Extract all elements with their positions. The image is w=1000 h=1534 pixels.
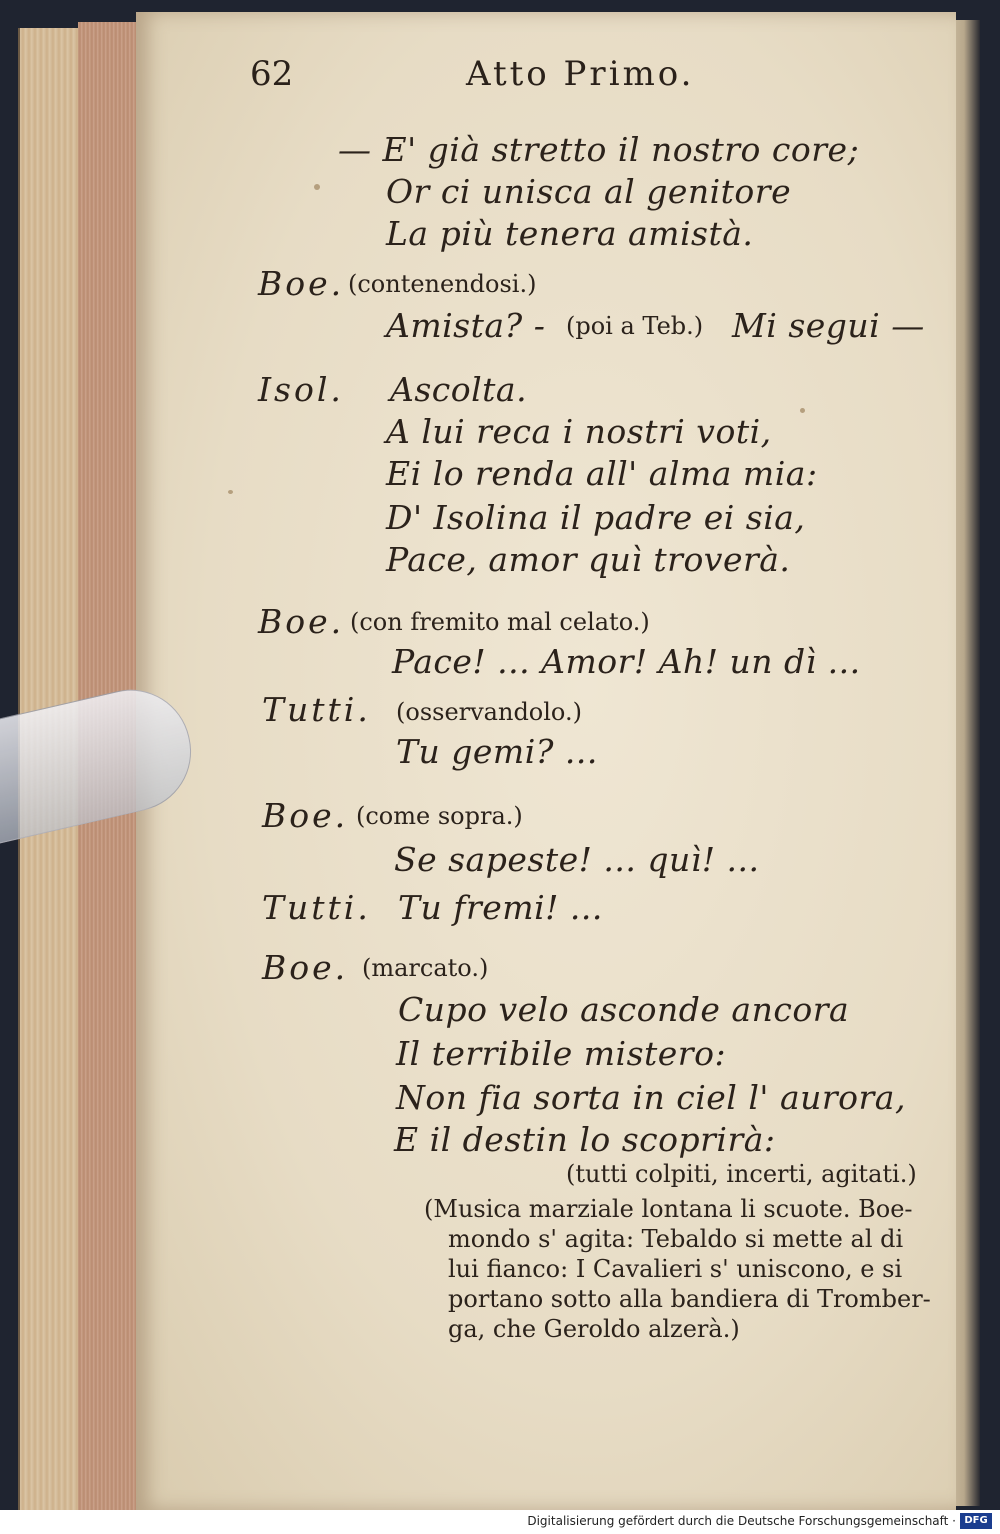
- stage-direction: (come sopra.): [356, 802, 523, 830]
- speaker-label: Boe.: [258, 264, 345, 303]
- verse-line: Or ci unisca al genitore: [386, 172, 792, 211]
- speaker-label: Tutti.: [262, 690, 371, 729]
- stage-note-line: portano sotto alla bandiera di Tromber-: [448, 1285, 931, 1313]
- verse-line: A lui reca i nostri voti,: [386, 412, 772, 451]
- stage-note-line: (Musica marziale lontana li scuote. Boe-: [424, 1195, 913, 1223]
- stage-direction: (marcato.): [362, 954, 489, 982]
- stage-note-line: mondo s' agita: Tebaldo si mette al di: [448, 1225, 904, 1253]
- speaker-label: Tutti.: [262, 888, 371, 927]
- stage-note-line: lui fianco: I Cavalieri s' uniscono, e si: [448, 1255, 903, 1283]
- verse-line: Pace! ... Amor! Ah! un dì ...: [392, 642, 861, 681]
- speaker-label: Boe.: [258, 602, 345, 641]
- page-header: [0, 54, 1000, 104]
- stage-direction: (tutti colpiti, incerti, agitati.): [566, 1160, 917, 1188]
- verse-line: Ascolta.: [390, 370, 528, 409]
- speaker-label: Boe.: [262, 948, 349, 987]
- verse-line: Non fia sorta in ciel l' aurora,: [396, 1078, 906, 1117]
- paper-spot: [228, 490, 233, 494]
- stage-direction: (con fremito mal celato.): [350, 608, 650, 636]
- dfg-logo: DFG: [960, 1513, 992, 1529]
- verse-line: Se sapeste! ... quì! ...: [394, 840, 760, 879]
- verse-line: Tu fremi! ...: [398, 888, 603, 927]
- speaker-label: Isol.: [258, 370, 344, 409]
- stage-note-line: ga, che Geroldo alzerà.): [448, 1315, 740, 1343]
- speaker-label: Boe.: [262, 796, 349, 835]
- verse-line: Ei lo renda all' alma mia:: [386, 454, 818, 493]
- footer-bar: [0, 1510, 1000, 1534]
- verse-line: La più tenera amistà.: [386, 214, 754, 253]
- paper-spot: [800, 408, 805, 413]
- verse-line: Pace, amor quì troverà.: [386, 540, 791, 579]
- verse-line: Il terribile mistero:: [396, 1034, 727, 1073]
- page-number: 62: [250, 54, 294, 94]
- running-head: Atto Primo.: [466, 54, 695, 94]
- digitization-credit: Digitalisierung gefördert durch die Deutsche Forschungsgemeinschaft ·: [527, 1514, 956, 1528]
- paper-spot: [314, 184, 320, 190]
- verse-line: Mi segui —: [732, 306, 925, 345]
- verse-line: — E' già stretto il nostro core;: [338, 130, 860, 169]
- verse-line: Amista? -: [386, 306, 546, 345]
- stage-direction: (contenendosi.): [348, 270, 537, 298]
- stage-direction: (poi a Teb.): [566, 312, 704, 340]
- verse-line: Cupo velo asconde ancora: [398, 990, 850, 1029]
- stage-direction: (osservandolo.): [396, 698, 582, 726]
- verse-line: E il destin lo scoprirà:: [394, 1120, 776, 1159]
- verse-line: D' Isolina il padre ei sia,: [386, 498, 806, 537]
- verse-line: Tu gemi? ...: [396, 732, 598, 771]
